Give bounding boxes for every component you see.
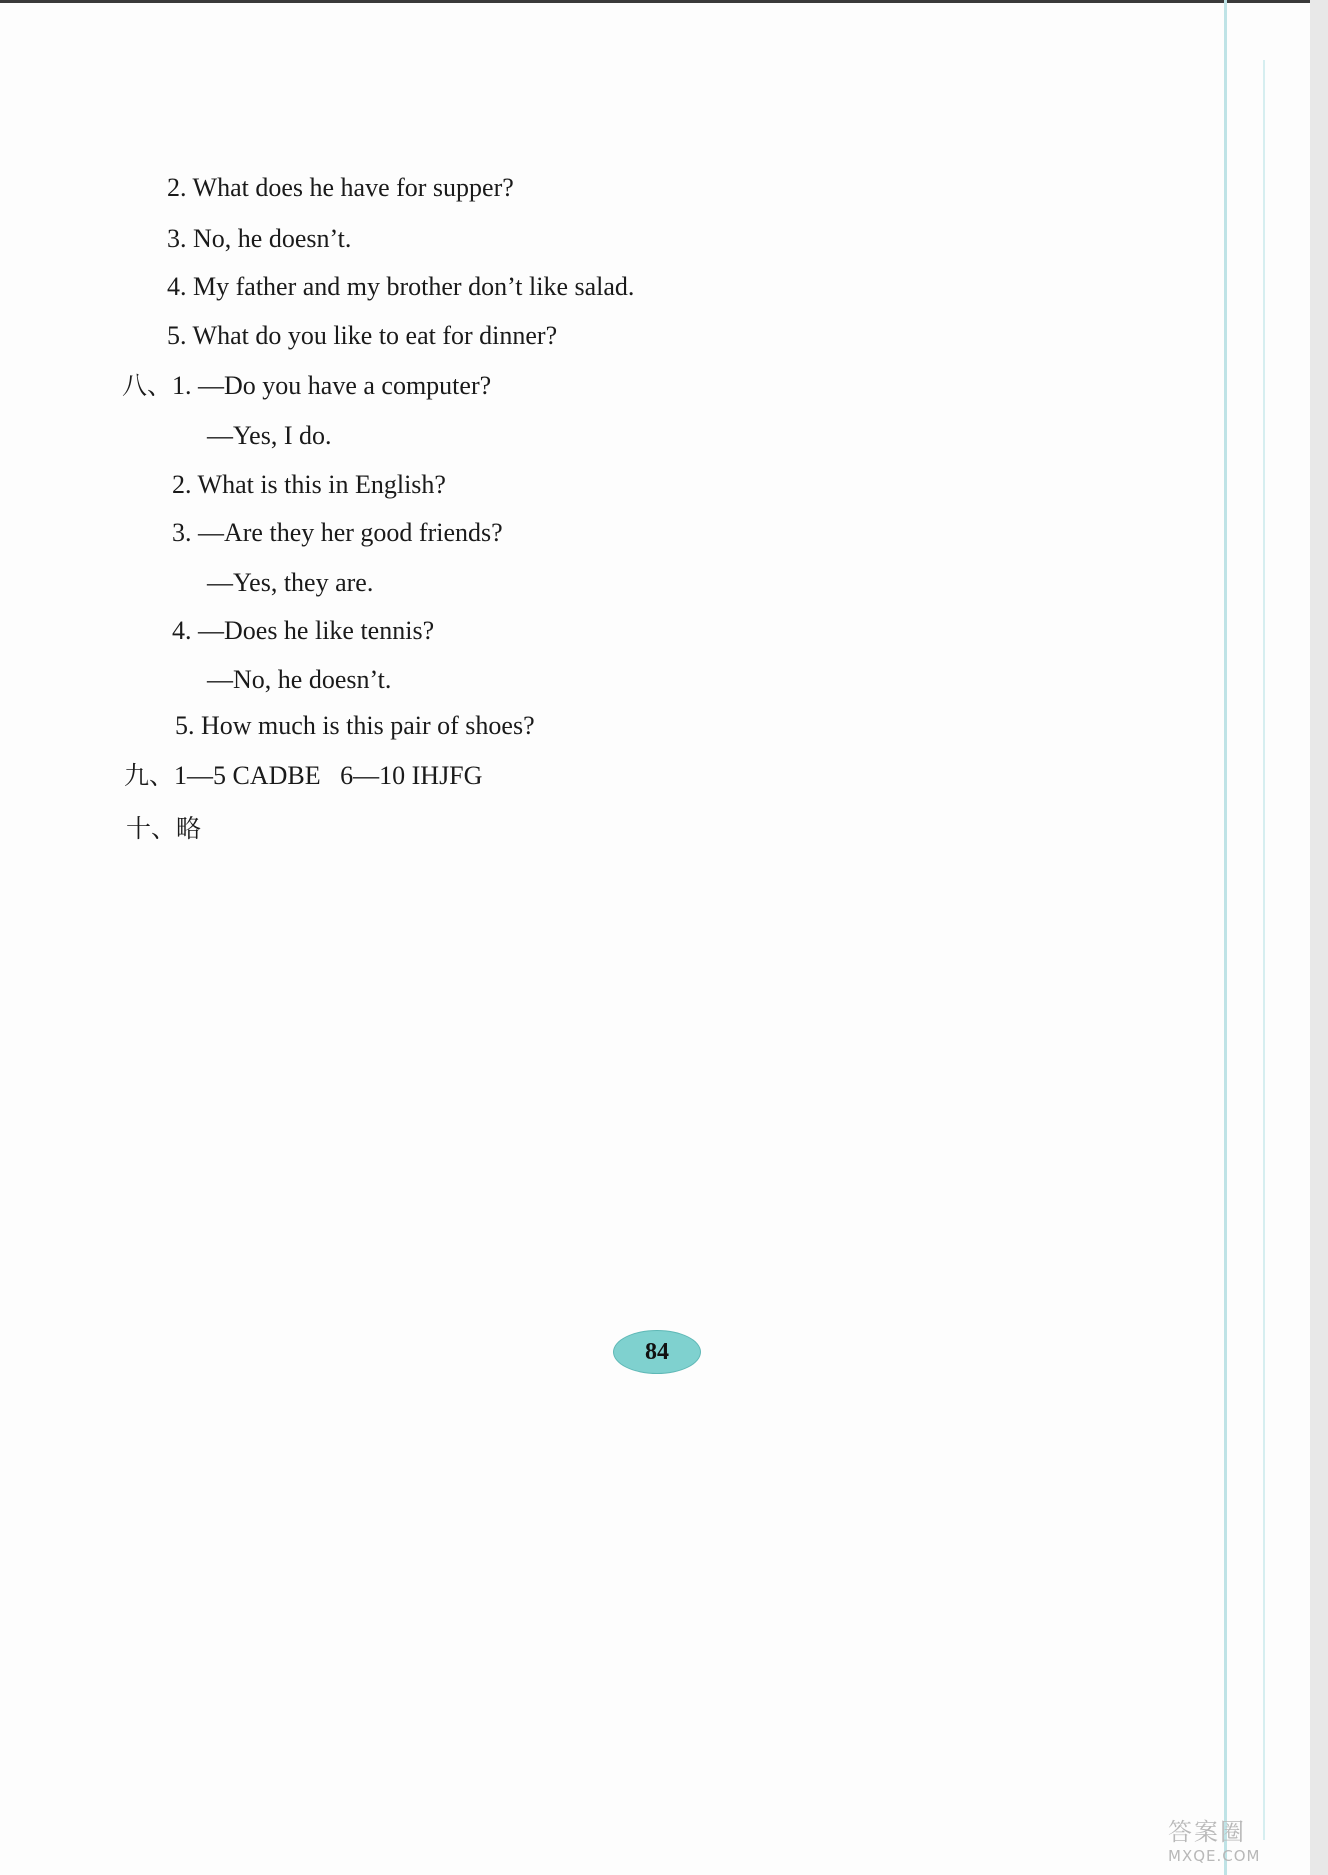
answer-line: 5. What do you like to eat for dinner? <box>167 321 558 350</box>
answer-line: 3. No, he doesn’t. <box>167 224 352 253</box>
site-watermark-logo: 答案圈 MXQE.COM <box>1168 1818 1261 1865</box>
answer-line: 5. How much is this pair of shoes? <box>175 711 535 740</box>
answer-line: 3. —Are they her good friends? <box>172 518 503 547</box>
answer-line: 2. What does he have for supper? <box>167 173 514 202</box>
answer-line: —Yes, they are. <box>207 568 374 597</box>
scan-right-edge <box>1310 0 1328 1875</box>
section-heading-9: 九、1—5 CADBE 6—10 IHJFG <box>124 761 483 790</box>
scan-top-edge <box>0 0 1328 3</box>
section-marker: 九、 <box>124 761 175 790</box>
answer-line: —Yes, I do. <box>207 421 332 450</box>
answer-line: 2. What is this in English? <box>172 470 446 499</box>
answer-line: —No, he doesn’t. <box>207 665 392 694</box>
section-marker: 十、 <box>126 814 177 843</box>
right-margin-rule-inner <box>1263 60 1265 1840</box>
section-heading-8: 八、1. —Do you have a computer? <box>122 371 492 400</box>
right-margin-rule <box>1224 0 1227 1875</box>
answer-line: 4. —Does he like tennis? <box>172 616 435 645</box>
page-number: 84 <box>645 1338 669 1365</box>
page-number-badge <box>613 1330 701 1374</box>
answer-line: 4. My father and my brother don’t like salad. <box>167 272 635 301</box>
section-marker: 八、 <box>122 371 173 400</box>
section-heading-10: 十、略 <box>126 814 202 843</box>
